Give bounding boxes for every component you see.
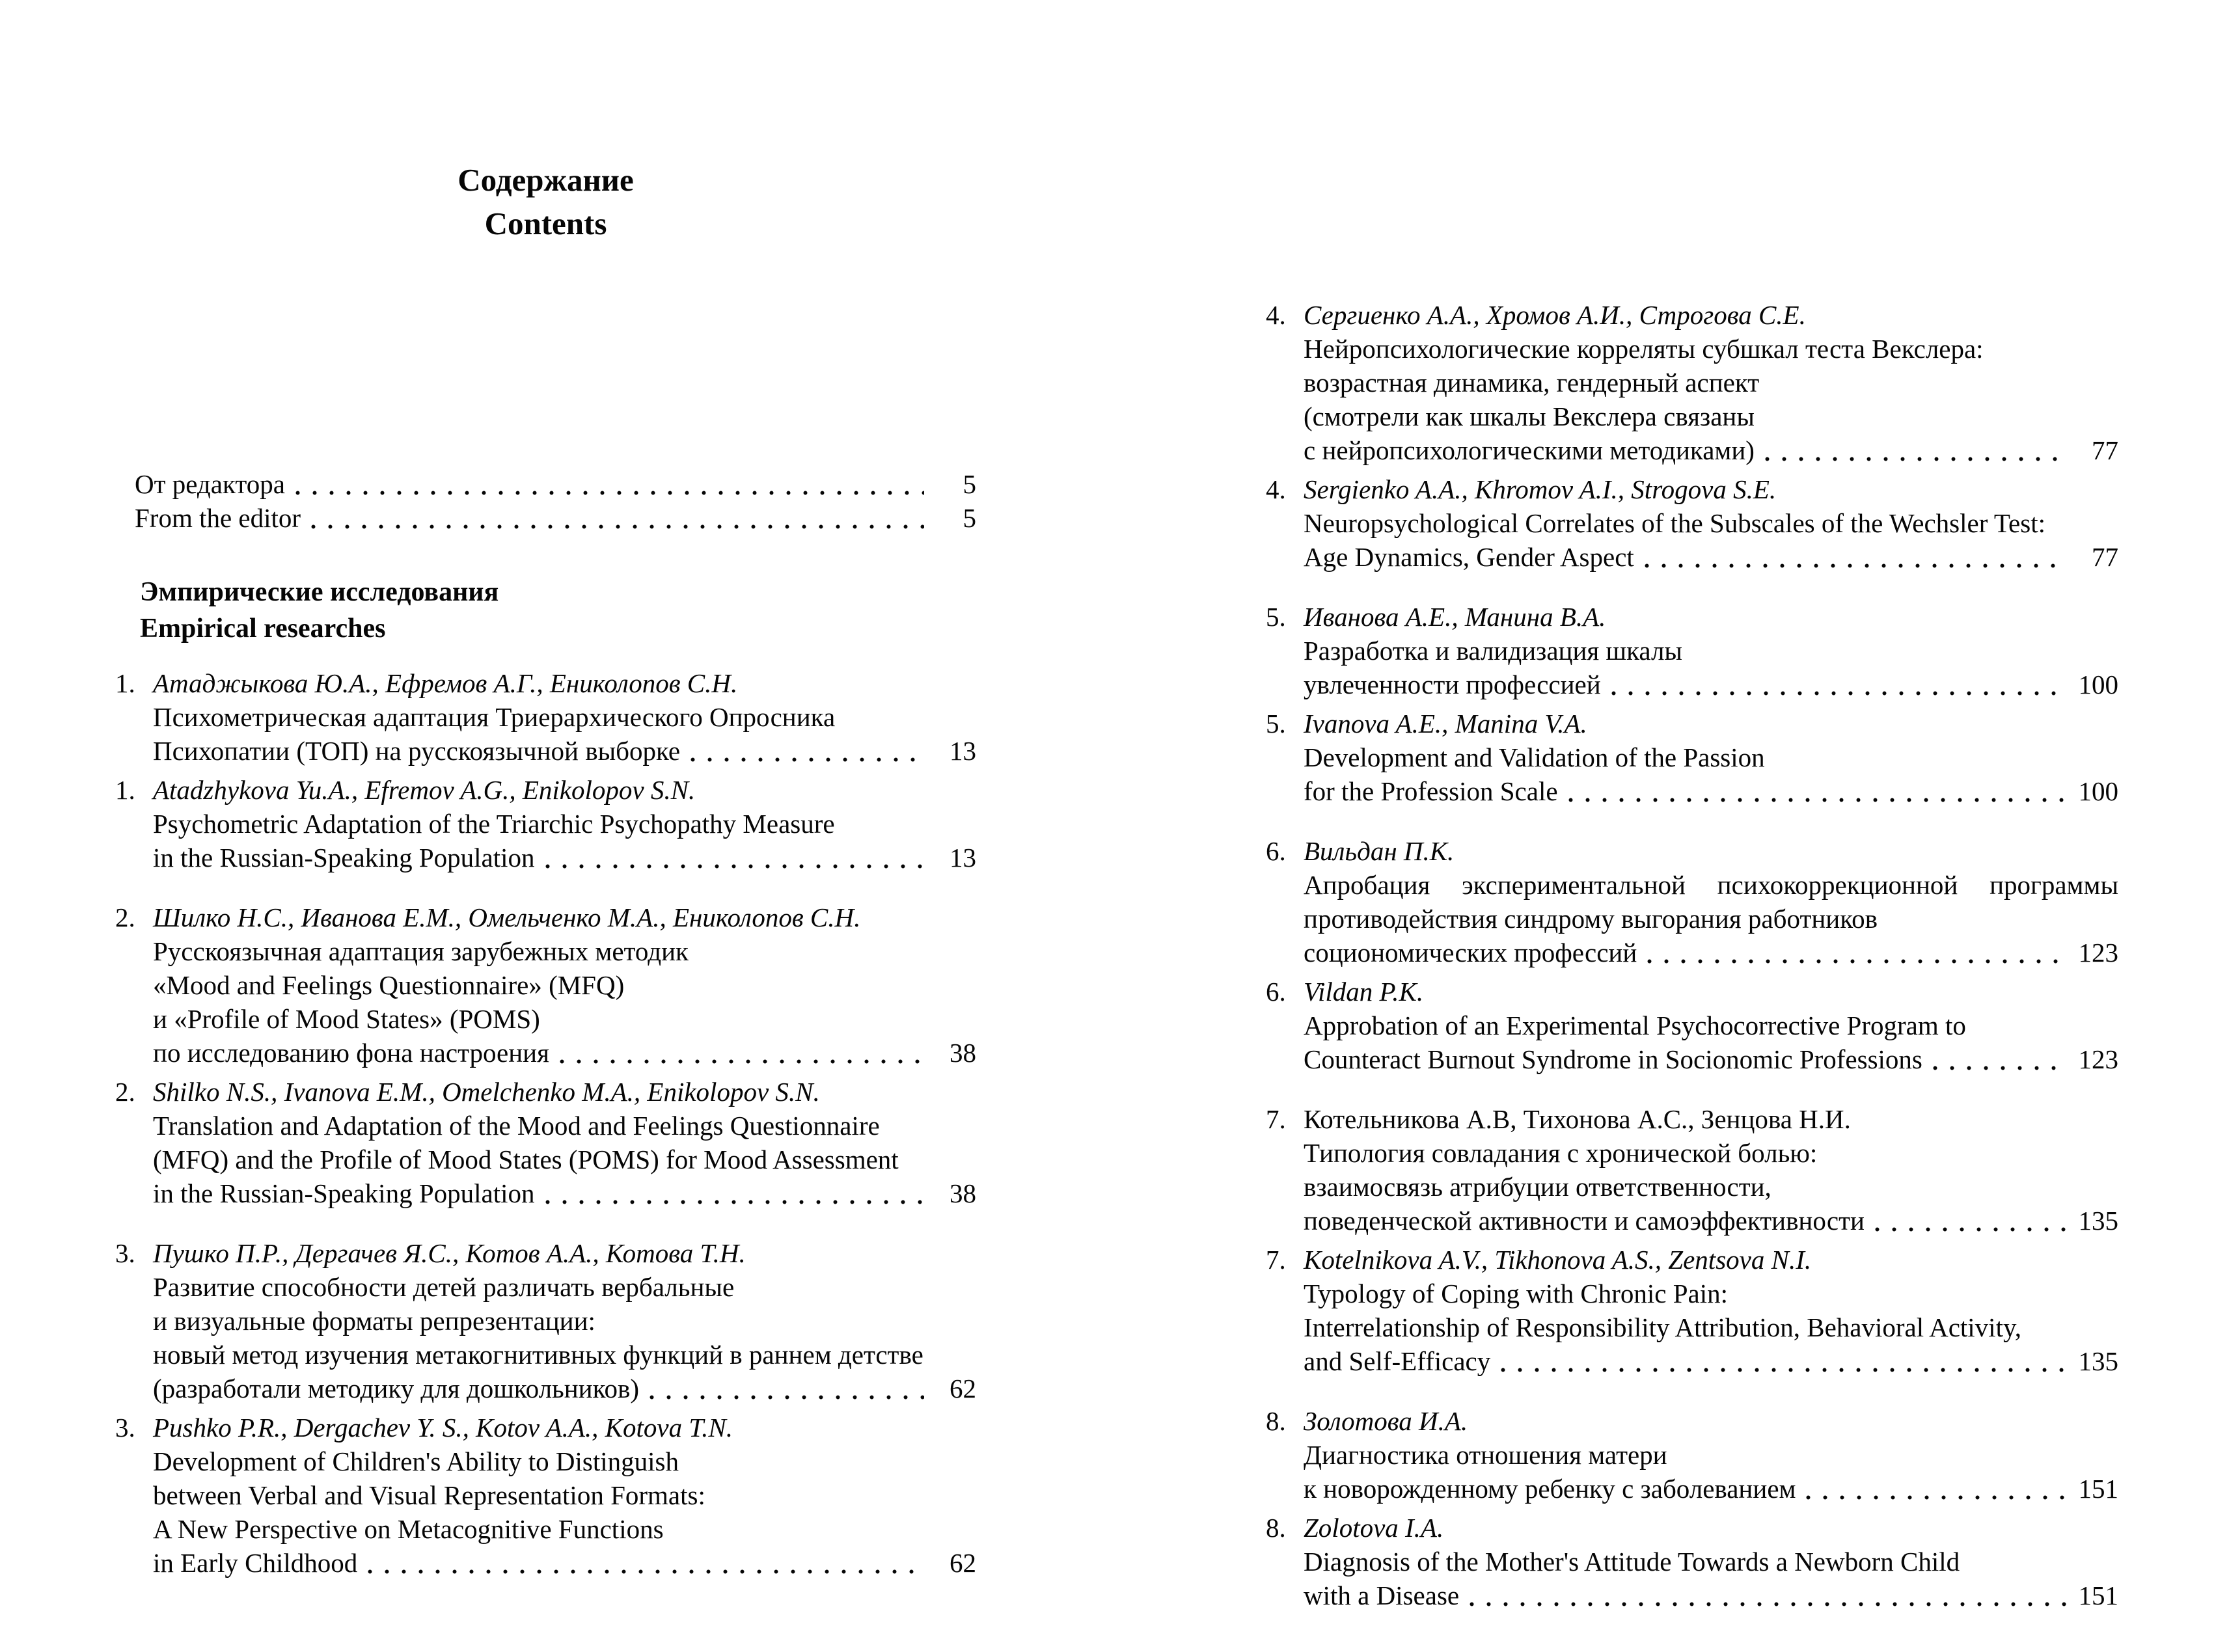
entry-line: Апробация экспериментальной психокоррекционной программы xyxy=(1304,870,2118,900)
entry-authors: Sergienko A.A., Khromov A.I., Strogova S.E. xyxy=(1304,474,1777,504)
toc-entry xyxy=(1266,1511,2118,1612)
entry-authors: Пушко П.Р., Дергачев Я.С., Котов А.А., Котова Т.Н. xyxy=(153,1238,746,1268)
entry-number: 4. xyxy=(1266,474,1286,504)
entry-authors: Атаджыкова Ю.А., Ефремов А.Г., Ениколопов С.Н. xyxy=(153,668,738,698)
entry-number: 8. xyxy=(1266,1513,1286,1543)
entry-tail-line xyxy=(1266,668,2118,701)
entry-authors: Иванова А.Е., Манина В.А. xyxy=(1304,602,1606,632)
entry-number: 7. xyxy=(1266,1245,1286,1275)
toc-entry xyxy=(115,1411,976,1580)
entry-authors: Сергиенко А.А., Хромов А.И., Строгова С.Е. xyxy=(1304,300,1806,330)
section-heading xyxy=(140,574,976,647)
page-number: 38 xyxy=(950,1038,976,1068)
entry-number: 5. xyxy=(1266,709,1286,738)
toc-pair xyxy=(115,1236,976,1580)
dot-leader xyxy=(1647,959,2066,964)
entry-tail-text: Age Dynamics, Gender Aspect xyxy=(1304,542,1634,572)
section-heading-en: Empirical researches xyxy=(140,614,386,643)
entry-authors: Котельникова А.В, Тихонова А.С., Зенцова Н.И. xyxy=(1304,1104,1851,1134)
dot-leader xyxy=(650,1395,924,1400)
page-number: 135 xyxy=(2078,1346,2118,1376)
entry-author-line xyxy=(1266,1511,2118,1545)
entry-tail-text: (разработали методику для дошкольников) xyxy=(153,1374,639,1403)
entry-number: 7. xyxy=(1266,1104,1286,1134)
entry-line: Psychometric Adaptation of the Triarchic Psychopathy Measure xyxy=(153,809,835,839)
editor-label: От редактора xyxy=(135,469,285,499)
entry-tail-line xyxy=(115,1176,976,1210)
page-number: 135 xyxy=(2078,1206,2118,1236)
page-number: 13 xyxy=(950,736,976,766)
toc-entry xyxy=(1266,834,2118,969)
entry-line: Approbation of an Experimental Psychocorrective Program to xyxy=(1304,1010,1966,1040)
entry-line: A New Perspective on Metacognitive Functions xyxy=(153,1514,664,1544)
dot-leader xyxy=(1806,1495,2066,1500)
dot-leader xyxy=(1470,1602,2066,1606)
entry-author-line xyxy=(1266,298,2118,332)
entry-tail-line xyxy=(115,734,976,768)
entry-authors: Vildan P.K. xyxy=(1304,977,1424,1007)
entry-tail-line xyxy=(115,1372,976,1405)
entry-tail-line xyxy=(1266,1204,2118,1238)
toc-entry xyxy=(115,773,976,874)
entry-tail-line xyxy=(1266,433,2118,467)
entry-line: (MFQ) and the Profile of Mood States (POMS) for Mood Assessment xyxy=(153,1144,899,1174)
entry-line: Диагностика отношения матери xyxy=(1304,1440,1667,1470)
dot-leader xyxy=(1611,691,2066,696)
right-items xyxy=(1266,298,2118,1612)
entry-line: Neuropsychological Correlates of the Subscales of the Wechsler Test: xyxy=(1304,508,2045,538)
page-number: 62 xyxy=(950,1548,976,1578)
entry-number: 1. xyxy=(115,775,135,805)
dot-leader xyxy=(1933,1066,2066,1070)
entry-tail-text: по исследованию фона настроения xyxy=(153,1038,549,1068)
page-number: 123 xyxy=(2078,1044,2118,1074)
entry-authors: Atadzhykova Yu.A., Efremov A.G., Enikolopov S.N. xyxy=(153,775,696,805)
entry-tail-line xyxy=(115,1036,976,1070)
entry-line: Типология совладания с хронической болью: xyxy=(1304,1138,1818,1168)
entry-author-line xyxy=(115,1236,976,1270)
entry-line: и «Profile of Mood States» (POMS) xyxy=(153,1004,540,1034)
entry-tail-text: in Early Childhood xyxy=(153,1548,358,1578)
left-items xyxy=(115,666,976,1580)
toc-pair xyxy=(1266,1404,2118,1612)
entry-tail-line xyxy=(1266,1472,2118,1506)
entry-tail-text: in the Russian-Speaking Population xyxy=(153,1178,535,1208)
page-number: 77 xyxy=(2092,435,2118,465)
page-title-ru: Содержание xyxy=(458,162,634,198)
entry-tail-line xyxy=(1266,936,2118,969)
entry-author-line xyxy=(115,1411,976,1444)
entry-line: Translation and Adaptation of the Mood and Feelings Questionnaire xyxy=(153,1111,880,1141)
entry-line: взаимосвязь атрибуции ответственности, xyxy=(1304,1172,1771,1202)
entry-tail-line xyxy=(1266,540,2118,574)
toc-entry xyxy=(1266,1102,2118,1238)
entry-number: 2. xyxy=(115,1077,135,1107)
toc-entry xyxy=(1266,472,2118,574)
toc-entry xyxy=(1266,1243,2118,1378)
entry-authors: Вильдан П.К. xyxy=(1304,836,1455,866)
entry-line: Typology of Coping with Chronic Pain: xyxy=(1304,1279,1728,1308)
entry-authors: Золотова И.А. xyxy=(1304,1406,1468,1436)
page-title-en: Contents xyxy=(484,206,607,241)
page-number: 38 xyxy=(950,1178,976,1208)
dot-leader xyxy=(368,1569,924,1574)
page-number: 5 xyxy=(963,469,976,499)
entry-tail-text: Counteract Burnout Syndrome in Socionomic Professions xyxy=(1304,1044,1922,1074)
toc-pair xyxy=(115,900,976,1210)
entry-line: новый метод изучения метакогнитивных функций в раннем детстве xyxy=(153,1340,923,1370)
entry-tail-text: Психопатии (ТОП) на русскоязычной выборке xyxy=(153,736,681,766)
entry-line: Русскоязычная адаптация зарубежных методик xyxy=(153,936,689,966)
entry-author-line xyxy=(1266,600,2118,634)
entry-number: 8. xyxy=(1266,1406,1286,1436)
entry-line: Interrelationship of Responsibility Attribution, Behavioral Activity, xyxy=(1304,1312,2022,1342)
toc-entry xyxy=(1266,975,2118,1076)
entry-author-line xyxy=(1266,1243,2118,1277)
entry-tail-line xyxy=(115,841,976,874)
entry-tail-line xyxy=(1266,774,2118,808)
page-number: 62 xyxy=(950,1374,976,1403)
dot-leader xyxy=(1645,563,2066,568)
left-column xyxy=(115,467,976,1606)
dot-leader xyxy=(295,491,924,495)
entry-tail-text: увлеченности профессией xyxy=(1304,670,1601,699)
entry-number: 3. xyxy=(115,1238,135,1268)
editor-entries xyxy=(135,467,976,535)
toc-entry xyxy=(1266,600,2118,701)
page-number: 151 xyxy=(2078,1580,2118,1610)
dot-leader xyxy=(691,757,924,762)
entry-line: «Mood and Feelings Questionnaire» (MFQ) xyxy=(153,970,625,1000)
dot-leader xyxy=(311,524,924,529)
entry-authors: Zolotova I.A. xyxy=(1304,1513,1444,1543)
toc-entry xyxy=(1266,707,2118,808)
entry-line: Diagnosis of the Mother's Attitude Towards a Newborn Child xyxy=(1304,1547,1960,1577)
toc-pair xyxy=(1266,600,2118,808)
editor-row xyxy=(135,501,976,535)
entry-line: противодействия синдрому выгорания работников xyxy=(1304,904,1878,934)
entry-tail-text: in the Russian-Speaking Population xyxy=(153,843,535,873)
entry-number: 1. xyxy=(115,668,135,698)
entry-authors: Ivanova A.E., Manina V.A. xyxy=(1304,709,1587,738)
toc-entry xyxy=(1266,298,2118,467)
entry-tail-text: and Self-Efficacy xyxy=(1304,1346,1491,1376)
editor-row xyxy=(135,467,976,501)
entry-line: Развитие способности детей различать вербальные xyxy=(153,1272,735,1302)
entry-authors: Kotelnikova A.V., Tikhonova A.S., Zentsova N.I. xyxy=(1304,1245,1812,1275)
entry-tail-text: поведенческой активности и самоэффективности xyxy=(1304,1206,1865,1236)
entry-author-line xyxy=(115,900,976,934)
dot-leader xyxy=(1501,1368,2066,1372)
entry-authors: Pushko P.R., Dergachev Y. S., Kotov A.A., Kotova T.N. xyxy=(153,1413,733,1442)
toc-entry xyxy=(115,900,976,1070)
toc-pair xyxy=(115,666,976,874)
dot-leader xyxy=(1765,457,2066,461)
page-number: 123 xyxy=(2078,938,2118,968)
entry-line: between Verbal and Visual Representation Formats: xyxy=(153,1480,705,1510)
toc-entry xyxy=(1266,1404,2118,1506)
page-number: 100 xyxy=(2078,776,2118,806)
entry-tail-line xyxy=(1266,1042,2118,1076)
entry-number: 3. xyxy=(115,1413,135,1442)
section-heading-ru: Эмпирические исследования xyxy=(140,577,499,607)
dot-leader xyxy=(545,1200,925,1204)
entry-tail-text: к новорожденному ребенку с заболеванием xyxy=(1304,1474,1796,1504)
entry-tail-text: социономических профессий xyxy=(1304,938,1637,968)
entry-author-line xyxy=(115,1075,976,1109)
entry-line: Психометрическая адаптация Триерархического Опросника xyxy=(153,702,836,732)
entry-tail-text: с нейропсихологическими методиками) xyxy=(1304,435,1755,465)
entry-author-line xyxy=(1266,472,2118,506)
entry-authors: Shilko N.S., Ivanova E.M., Omelchenko M.A., Enikolopov S.N. xyxy=(153,1077,820,1107)
toc-entry xyxy=(115,1075,976,1210)
entry-line: Разработка и валидизация шкалы xyxy=(1304,636,1682,666)
entry-author-line xyxy=(1266,834,2118,868)
entry-tail-text: for the Profession Scale xyxy=(1304,776,1558,806)
entry-authors: Шилко Н.С., Иванова Е.М., Омельченко М.А., Ениколопов С.Н. xyxy=(153,902,861,932)
entry-line: Development of Children's Ability to Distinguish xyxy=(153,1446,679,1476)
entry-tail-text: with a Disease xyxy=(1304,1580,1460,1610)
page-number: 13 xyxy=(950,843,976,873)
entry-line: Нейропсихологические корреляты субшкал теста Векслера: xyxy=(1304,334,1984,364)
entry-tail-line xyxy=(1266,1344,2118,1378)
entry-line: Development and Validation of the Passion xyxy=(1304,742,1765,772)
dot-leader xyxy=(1875,1227,2066,1232)
toc-entry xyxy=(115,1236,976,1405)
entry-line: и визуальные форматы репрезентации: xyxy=(153,1306,595,1336)
editor-label: From the editor xyxy=(135,503,301,533)
entry-number: 2. xyxy=(115,902,135,932)
right-column xyxy=(1266,278,2118,1638)
entry-number: 6. xyxy=(1266,836,1286,866)
entry-tail-line xyxy=(1266,1578,2118,1612)
entry-author-line xyxy=(115,773,976,807)
toc-pair xyxy=(1266,834,2118,1076)
entry-number: 4. xyxy=(1266,300,1286,330)
page-number: 151 xyxy=(2078,1474,2118,1504)
entry-author-line xyxy=(1266,975,2118,1009)
entry-author-line xyxy=(115,666,976,700)
dot-leader xyxy=(1568,798,2066,802)
entry-author-line xyxy=(1266,1404,2118,1438)
entry-number: 6. xyxy=(1266,977,1286,1007)
entry-line: возрастная динамика, гендерный аспект xyxy=(1304,368,1760,398)
page-number: 100 xyxy=(2078,670,2118,699)
entry-author-line xyxy=(1266,707,2118,740)
dot-leader xyxy=(545,864,925,869)
entry-number: 5. xyxy=(1266,602,1286,632)
toc-pair xyxy=(1266,1102,2118,1378)
toc-pair xyxy=(1266,298,2118,574)
page-number: 5 xyxy=(963,503,976,533)
entry-tail-line xyxy=(115,1546,976,1580)
toc-entry xyxy=(115,666,976,768)
entry-line: (смотрели как шкалы Векслера связаны xyxy=(1304,401,1755,431)
dot-leader xyxy=(560,1059,924,1064)
page-number: 77 xyxy=(2092,542,2118,572)
page-title xyxy=(115,158,976,245)
entry-author-line xyxy=(1266,1102,2118,1136)
